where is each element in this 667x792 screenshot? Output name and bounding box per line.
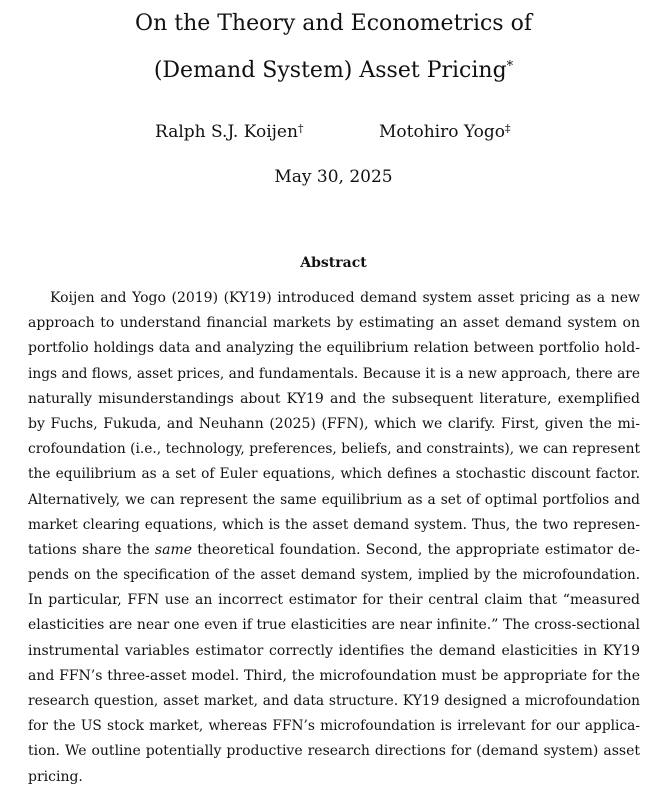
abstract-line: Alternatively, we can represent the same equilibrium as a set of optimal portfolios and bbox=[28, 491, 640, 508]
title-line-1-text: On the Theory and Econometrics of bbox=[135, 11, 532, 36]
abstract-line: pricing. bbox=[28, 768, 83, 785]
author-2-name: Motohiro Yogo bbox=[379, 122, 505, 142]
author-2 bbox=[379, 121, 510, 143]
abstract-line: ings and flows, asset prices, and fundamentals. Because it is a new approach, there are bbox=[28, 365, 640, 382]
abstract-line: crofoundation (i.e., technology, preferences, beliefs, and constraints), we can represent bbox=[28, 441, 640, 458]
abstract-line: the equilibrium as a set of Euler equations, which defines a stochastic discount factor. bbox=[28, 466, 640, 483]
title-footnote-mark[interactable]: * bbox=[506, 59, 514, 74]
paper-title-line-1 bbox=[0, 10, 667, 38]
abstract-line: market clearing equations, which is the asset demand system. Thus, the two represen- bbox=[28, 516, 640, 533]
abstract-line: pends on the specification of the asset demand system, implied by the microfoundation. bbox=[28, 567, 640, 584]
abstract-line: naturally misunderstandings about KY19 and the subsequent literature, exemplified bbox=[28, 390, 640, 407]
author-1 bbox=[155, 121, 303, 143]
abstract-line: In particular, FFN use an incorrect estimator for their central claim that “measured bbox=[28, 592, 640, 609]
abstract-line: elasticities are near one even if true elasticities are near infinite.” The cross-sectional bbox=[28, 617, 640, 634]
title-line-2-text: (Demand System) Asset Pricing bbox=[153, 58, 507, 83]
author-1-name: Ralph S.J. Koijen bbox=[155, 122, 298, 142]
abstract-line: research question, asset market, and data structure. KY19 designed a microfoundation bbox=[28, 693, 640, 709]
author-2-footnote-mark[interactable]: ‡ bbox=[504, 122, 511, 135]
abstract-line: for the US stock market, whereas FFN’s microfoundation is irrelevant for our applica- bbox=[28, 718, 640, 735]
abstract-line: and FFN’s three-asset model. Third, the microfoundation must be appropriate for the bbox=[28, 667, 640, 684]
abstract-line: Koijen and Yogo (2019) (KY19) introduced demand system asset pricing as a new bbox=[50, 290, 640, 306]
paper-title-line-2 bbox=[0, 57, 667, 85]
abstract-line: portfolio holdings data and analyzing the equilibrium relation between portfolio hold- bbox=[28, 340, 640, 357]
abstract-body bbox=[28, 286, 640, 790]
abstract-line-segment: theoretical foundation. Second, the appropriate estimator de- bbox=[197, 541, 640, 558]
author-1-footnote-mark[interactable]: † bbox=[297, 122, 304, 135]
abstract-line-with-emphasis bbox=[28, 538, 640, 563]
abstract-line: approach to understand financial markets by estimating an asset demand system on bbox=[28, 315, 640, 332]
abstract-line: tion. We outline potentially productive research directions for (demand system) asset bbox=[28, 743, 640, 760]
paper-date: May 30, 2025 bbox=[274, 167, 393, 187]
abstract-line: by Fuchs, Fukuda, and Neuhann (2025) (FFN), which we clarify. First, given the mi- bbox=[28, 415, 640, 432]
emphasis-same: same bbox=[154, 541, 192, 558]
abstract-line: instrumental variables estimator correctly identifies the demand elasticities in KY19 bbox=[28, 642, 640, 659]
abstract-heading: Abstract bbox=[300, 255, 367, 271]
abstract-line-segment: tations share the bbox=[28, 541, 150, 558]
